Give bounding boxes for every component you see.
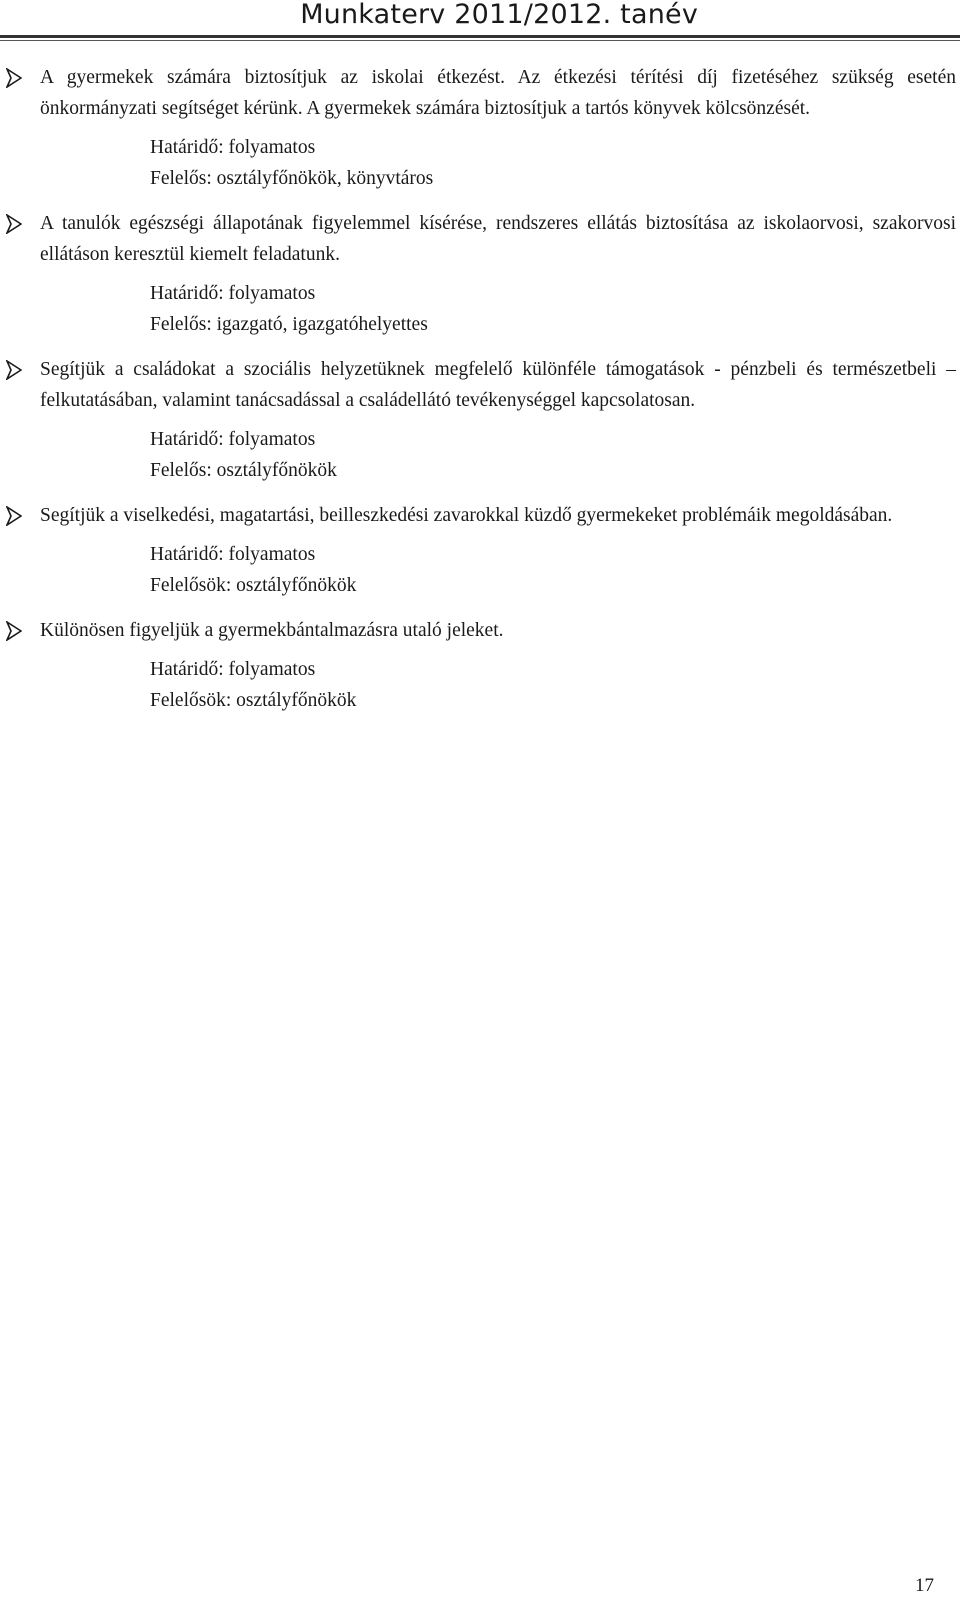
section-abuse-signs <box>0 615 960 716</box>
arrow-bullet-icon <box>6 506 22 526</box>
responsible-text: Felelős: osztályfőnökök <box>150 460 337 481</box>
bullet-item <box>0 62 960 124</box>
bullet-item <box>0 500 960 531</box>
deadline-text: Határidő: folyamatos <box>150 137 316 158</box>
bullet-text: Segítjük a viselkedési, magatartási, beilleszkedési zavarokkal küzdő gyermekeket problémáik megoldásában. <box>40 505 893 526</box>
bullet-text: Különösen figyeljük a gyermekbántalmazásra utaló jeleket. <box>40 620 504 641</box>
deadline-text: Határidő: folyamatos <box>150 659 316 680</box>
section-health <box>0 208 960 340</box>
responsible-text: Felelősök: osztályfőnökök <box>150 575 357 596</box>
section-meals <box>0 62 960 194</box>
page-header <box>0 0 960 42</box>
arrow-bullet-icon <box>6 621 22 641</box>
arrow-bullet-icon <box>6 68 22 88</box>
responsible-text: Felelős: igazgató, igazgatóhelyettes <box>150 314 428 335</box>
header-rule-thin <box>0 40 960 41</box>
meta-block <box>0 539 960 601</box>
document-body <box>0 62 960 716</box>
deadline-text: Határidő: folyamatos <box>150 283 316 304</box>
deadline-text: Határidő: folyamatos <box>150 544 316 565</box>
header-rule-thick <box>0 35 960 38</box>
responsible-text: Felelős: osztályfőnökök, könyvtáros <box>150 168 434 189</box>
bullet-item <box>0 615 960 646</box>
bullet-text: A gyermekek számára biztosítjuk az iskolai étkezést. Az étkezési térítési díj fizetéséhez szükség esetén önkormányzati segítséget kérünk. A gyermekek számára biztosítjuk a tartós könyvek kölcsönzését. <box>40 67 956 119</box>
section-behavior <box>0 500 960 601</box>
meta-block <box>0 654 960 716</box>
deadline-text: Határidő: folyamatos <box>150 429 316 450</box>
bullet-text: Segítjük a családokat a szociális helyzetüknek megfelelő különféle támogatások - pénzbeli és természetbeli – felkutatásában, valamint tanácsadással a családellátó tevékenységgel kapcsolatosan. <box>40 359 956 411</box>
arrow-bullet-icon <box>6 360 22 380</box>
header-title: Munkaterv 2011/2012. tanév <box>300 0 698 30</box>
bullet-item <box>0 354 960 416</box>
page-number: 17 <box>915 1575 934 1596</box>
section-family-support <box>0 354 960 486</box>
bullet-text: A tanulók egészségi állapotának figyelemmel kísérése, rendszeres ellátás biztosítása az iskolaorvosi, szakorvosi ellátáson keresztül kiemelt feladatunk. <box>40 213 956 265</box>
meta-block <box>0 278 960 340</box>
arrow-bullet-icon <box>6 214 22 234</box>
responsible-text: Felelősök: osztályfőnökök <box>150 690 357 711</box>
meta-block <box>0 424 960 486</box>
bullet-item <box>0 208 960 270</box>
meta-block <box>0 132 960 194</box>
